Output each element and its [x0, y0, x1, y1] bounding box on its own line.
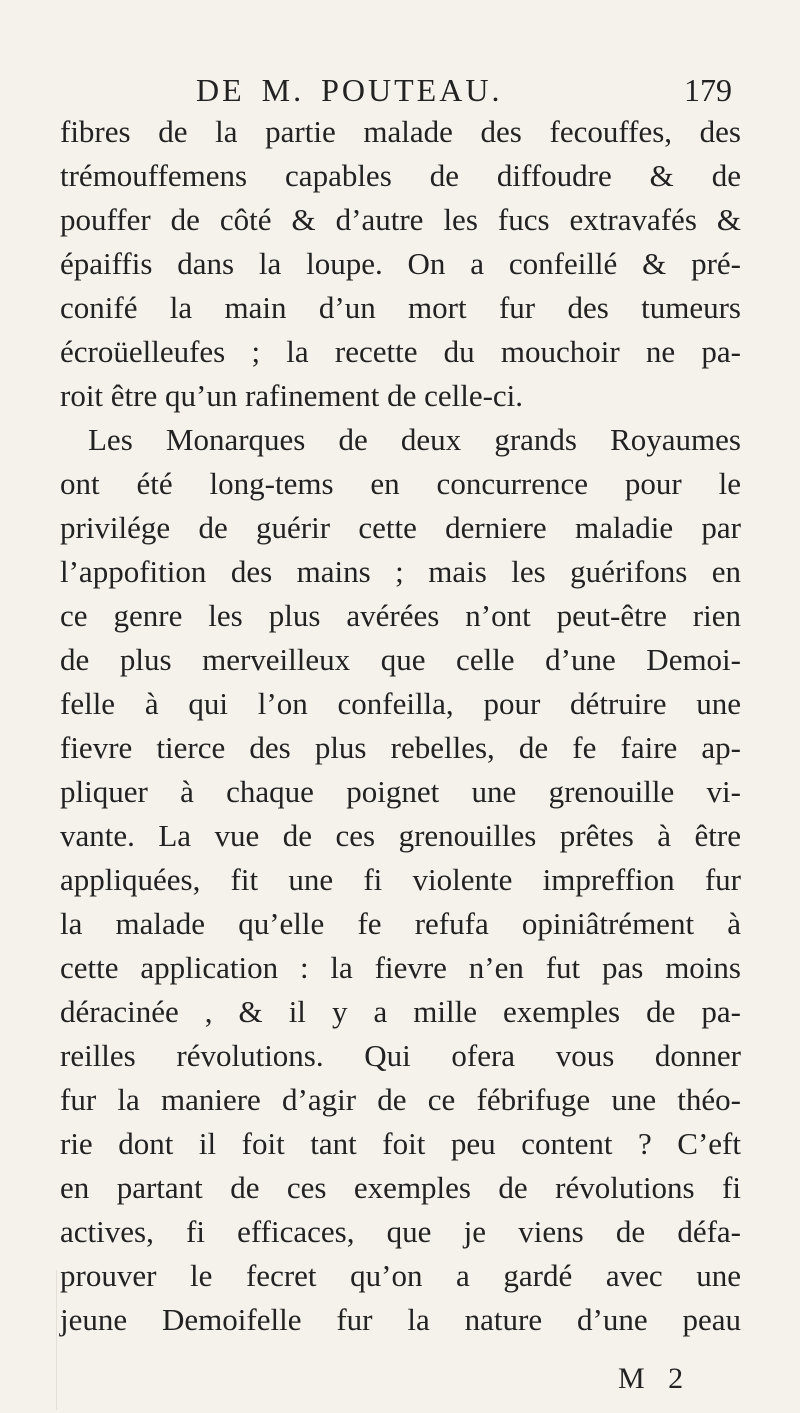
text-line: jeune Demoifelle fur la nature d’une peau: [60, 1302, 741, 1337]
text-line: privilége de guérir cette derniere maladie par: [60, 510, 741, 545]
text-line: ce genre les plus avérées n’ont peut-être rien: [60, 598, 741, 633]
text-line: prouver le fecret qu’on a gardé avec une: [60, 1258, 741, 1293]
text-line: roit être qu’un rafinement de celle-ci.: [60, 378, 524, 413]
running-head-title: DE M. POUTEAU.: [196, 72, 503, 108]
text-line: rie dont il foit tant foit peu content ? C’eft: [60, 1126, 741, 1161]
text-line: écroüelleufes ; la recette du mouchoir ne pa-: [60, 334, 741, 369]
text-line: trémouffemens capables de diffoudre & de: [60, 158, 741, 193]
text-line: en partant de ces exemples de révolutions fi: [60, 1170, 741, 1205]
text-line: fievre tierce des plus rebelles, de fe faire ap-: [60, 730, 741, 765]
text-line: déracinée , & il y a mille exemples de pa-: [60, 994, 741, 1029]
text-line: felle à qui l’on confeilla, pour détruire une: [60, 686, 741, 721]
text-line: Les Monarques de deux grands Royaumes: [88, 422, 741, 457]
text-line: appliquées, fit une fi violente impreffion fur: [60, 862, 741, 897]
running-head: [0, 72, 800, 112]
page-number: 179: [684, 72, 732, 108]
text-line: la malade qu’elle fe refufa opiniâtrément à: [60, 906, 741, 941]
text-line: conifé la main d’un mort fur des tumeurs: [60, 290, 741, 325]
text-line: reilles révolutions. Qui ofera vous donner: [60, 1038, 741, 1073]
text-line: de plus merveilleux que celle d’une Demoi-: [60, 642, 741, 677]
text-line: pliquer à chaque poignet une grenouille vi-: [60, 774, 741, 809]
text-line: l’appofition des mains ; mais les guérifons en: [60, 554, 741, 589]
text-line: pouffer de côté & d’autre les fucs extravafés &: [60, 202, 741, 237]
text-line: vante. La vue de ces grenouilles prêtes à être: [60, 818, 741, 853]
text-line: fur la maniere d’agir de ce fébrifuge une théo-: [60, 1082, 741, 1117]
text-line: épaiffis dans la loupe. On a confeillé & pré-: [60, 246, 741, 281]
text-line: cette application : la fievre n’en fut pas moins: [60, 950, 741, 985]
signature-mark: M 2: [618, 1362, 692, 1395]
text-line: fibres de la partie malade des fecouffes, des: [60, 114, 741, 149]
text-line: ont été long-tems en concurrence pour le: [60, 466, 741, 501]
page-edge-shadow: [56, 1270, 57, 1410]
text-line: actives, fi efficaces, que je viens de défa-: [60, 1214, 741, 1249]
